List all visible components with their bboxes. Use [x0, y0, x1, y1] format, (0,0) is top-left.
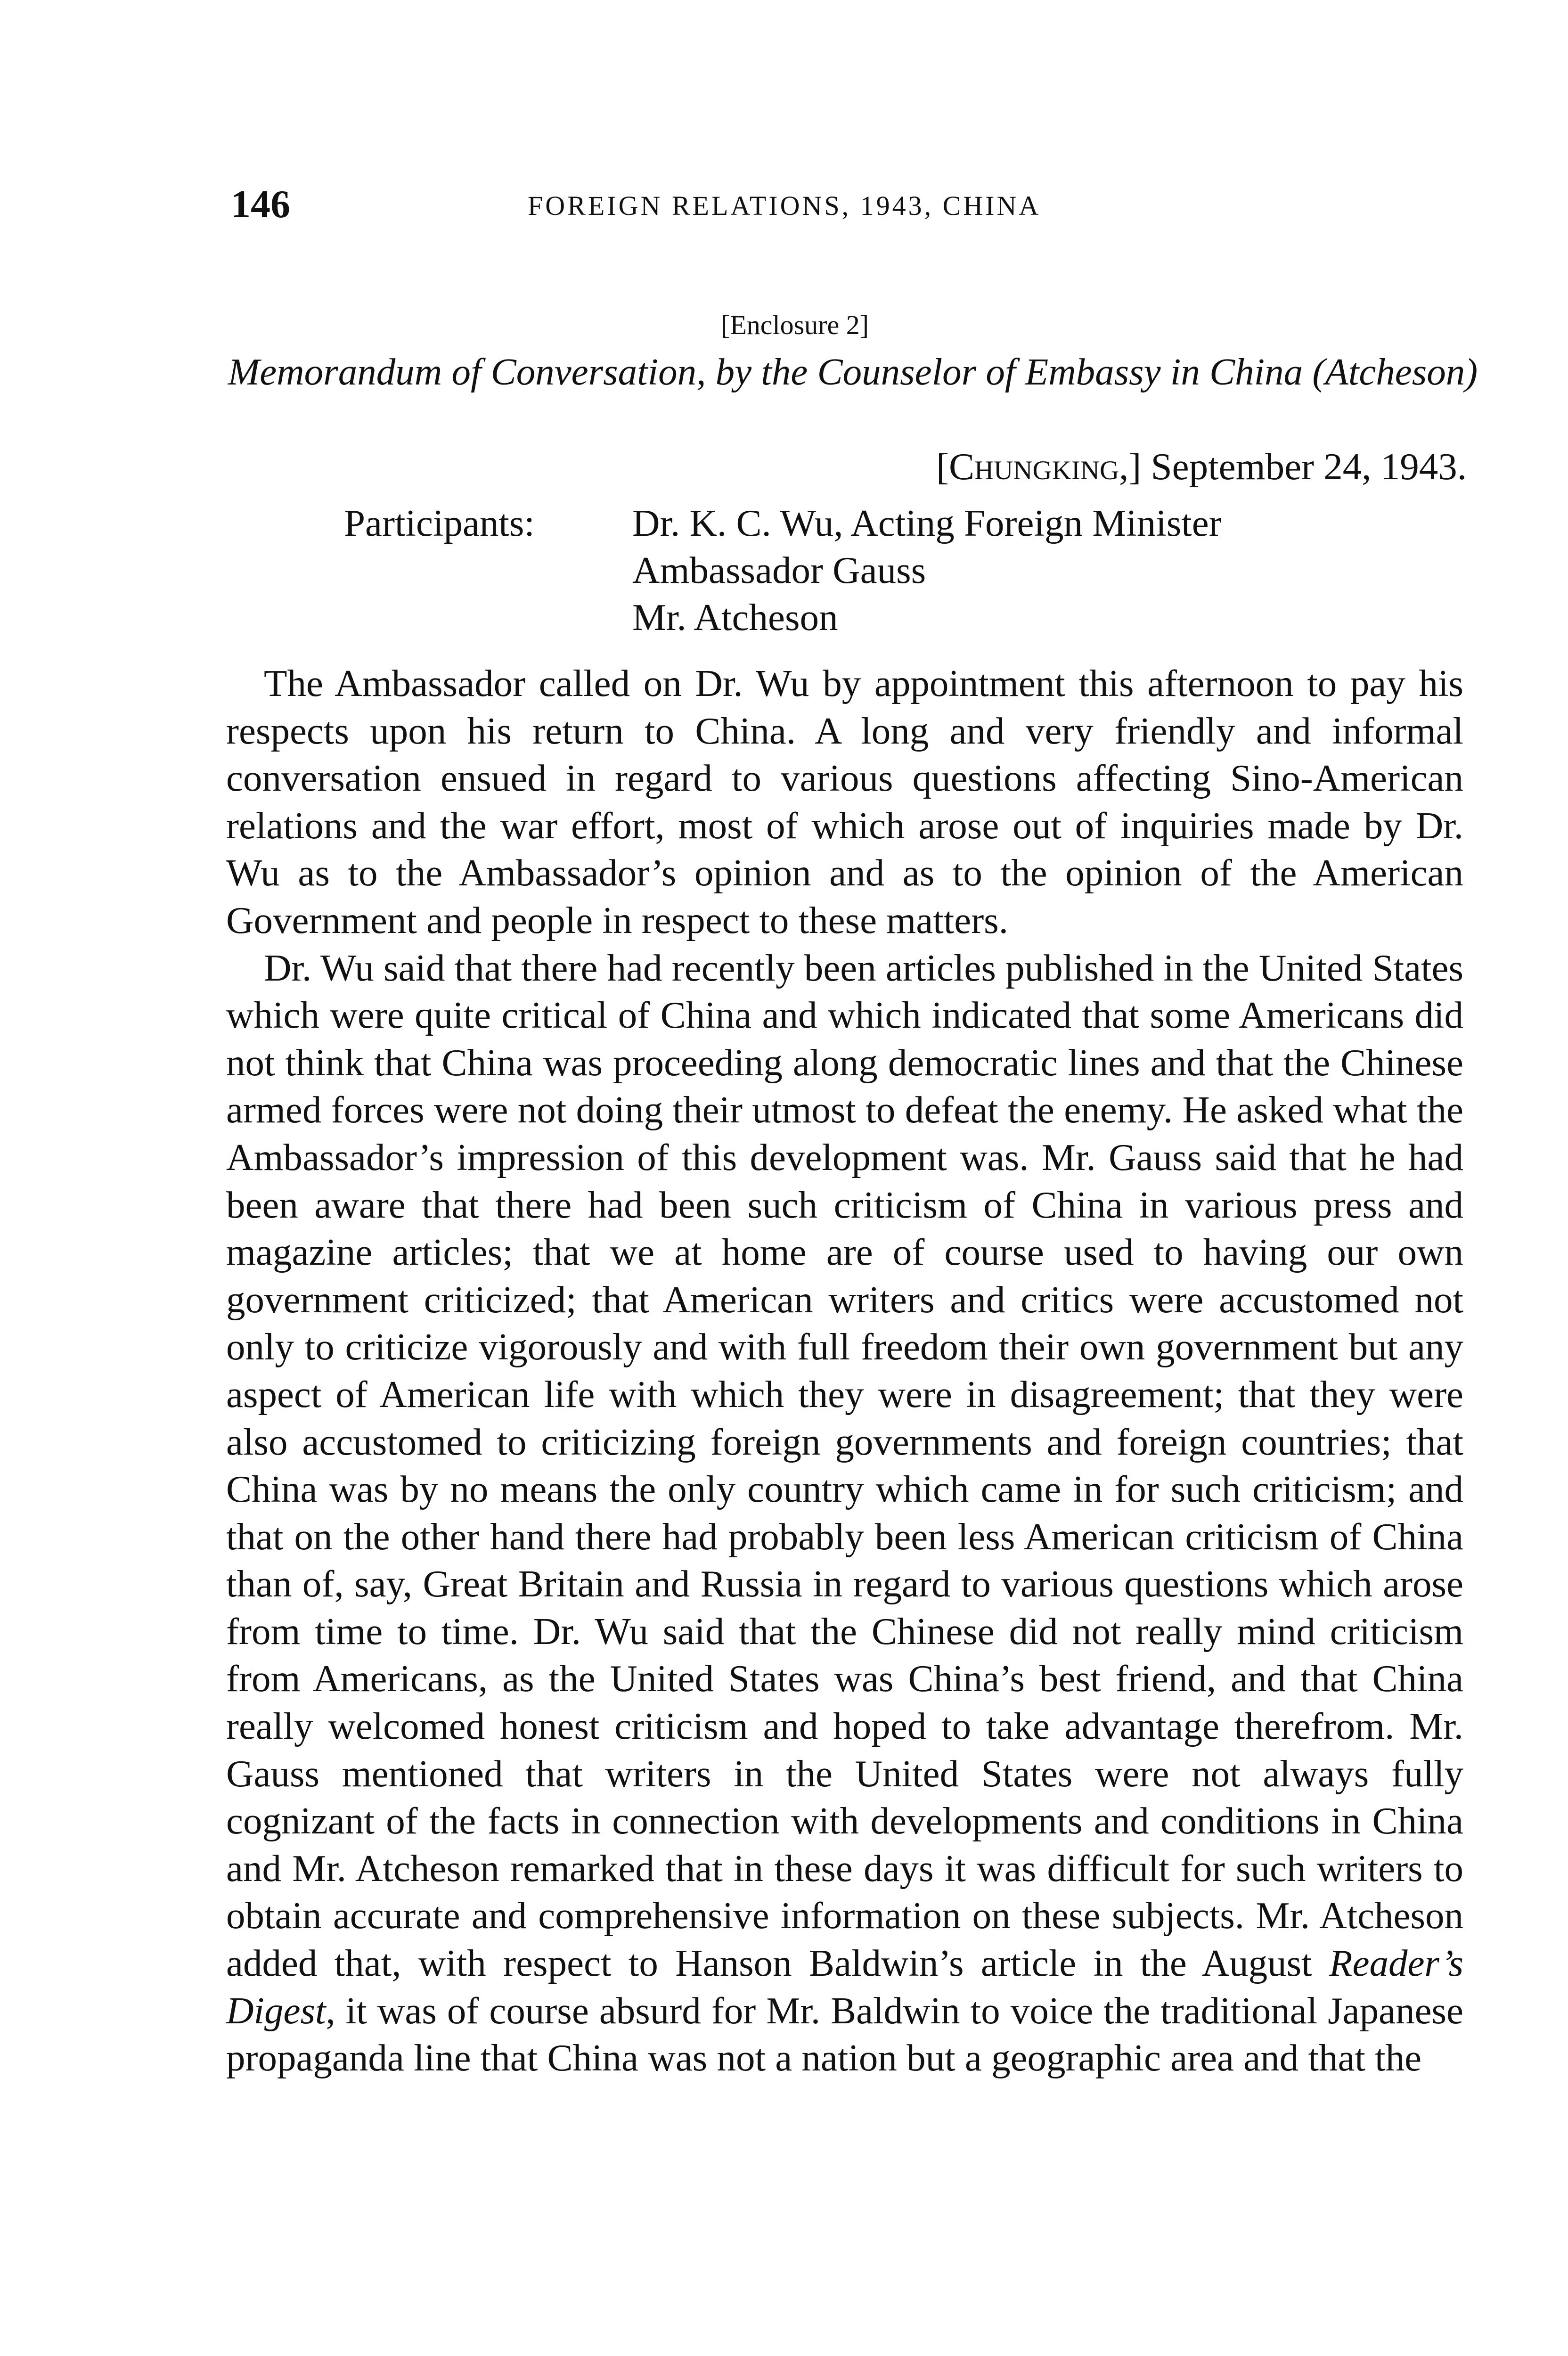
page-number: 146	[231, 182, 290, 226]
running-title: FOREIGN RELATIONS, 1943, CHINA	[528, 190, 1041, 221]
dateline-date: September 24, 1943.	[1151, 445, 1467, 488]
dateline-place: [Chungking,]	[936, 445, 1142, 488]
participants-label: Participants:	[344, 502, 535, 544]
paragraph-text: The Ambassador called on Dr. Wu by appointment this afternoon to pay his respects upon his return to China. A long and very friendly and informal conversation ensued in regard to various questions affecting Sino-American relations and the war effort, most of which arose out of inquiries made by Dr. Wu as to the Ambassador’s opinion and as to the opinion of the American Government and people in respect to these matters.	[226, 662, 1463, 941]
paragraph-text: Dr. Wu said that there had recently been articles published in the United States which were quite critical of China and which indicated that some Americans did not think that China was proceeding along democratic lines and that the Chinese armed forces were not doing their utmost to defeat the enemy. He asked what the Ambassador’s impression of this development was. Mr. Gauss said that he had been aware that there had been such criticism of China in various press and magazine articles; that we at home are of course used to having our own government criticized; that American writers and critics were accustomed not only to criticize vigorously and with full freedom their own government but any aspect of American life with which they were in disagreement; that they were also accustomed to criticizing foreign governments and foreign countries; that China was by no means the only country which came in for such criticism; and that on the other hand there had probably been less American criticism of China than of, say, Great Britain and Russia in regard to various questions which arose from time to time. Dr. Wu said that the Chinese did not really mind criticism from Americans, as the United States was China’s best friend, and that China really welcomed honest criticism and hoped to take advantage therefrom. Mr. Gauss mentioned that writers in the United States were not always fully cognizant of the facts in connection with developments and conditions in China and Mr. Atcheson remarked that in these days it was difficult for such writers to obtain accurate and comprehensive information on these subjects. Mr. Atcheson added that, with respect to Hanson Baldwin’s article in the August	[226, 946, 1464, 1985]
document-title: Memorandum of Conversation, by the Counselor of Embassy in China (Atcheson)	[228, 351, 1478, 393]
publication-title: Reader’s Digest	[226, 1942, 1463, 2032]
participant-item: Ambassador Gauss	[632, 549, 926, 591]
participant-item: Dr. K. C. Wu, Acting Foreign Minister	[632, 502, 1222, 544]
page-header	[231, 181, 1465, 233]
participant-item: Mr. Atcheson	[632, 596, 838, 638]
paragraph-text: , it was of course absurd for Mr. Baldwin to voice the traditional Japanese propaganda line that China was not a nation but a geographic area and that the	[226, 1989, 1463, 2079]
dateline	[936, 443, 1467, 490]
participants-list	[632, 499, 1222, 641]
paragraph	[226, 660, 1463, 944]
body-text	[226, 660, 1463, 2082]
enclosure-label: [Enclosure 2]	[721, 310, 869, 340]
paragraph	[226, 944, 1463, 2082]
